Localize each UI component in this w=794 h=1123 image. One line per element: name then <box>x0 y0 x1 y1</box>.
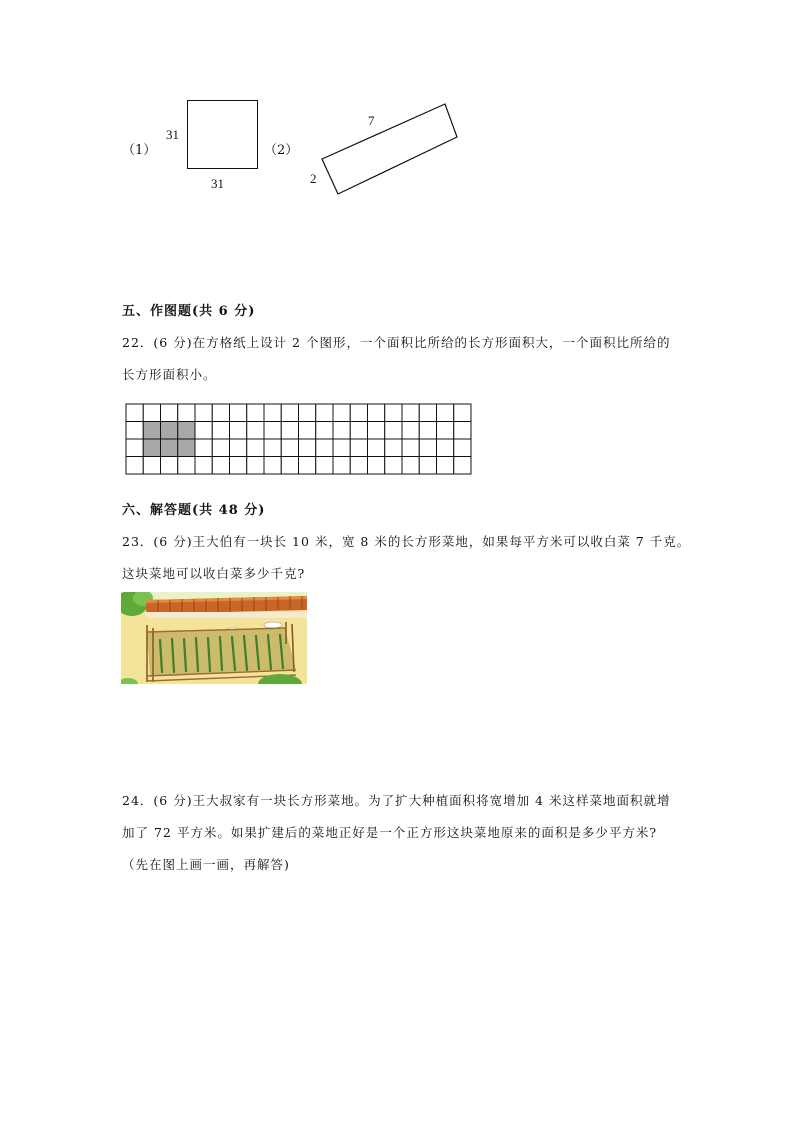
rectangle-width-label: 2 <box>310 171 317 186</box>
section-5-heading: 五、作图题(共 6 分) <box>122 304 256 319</box>
question-22-line-1: 22．(6 分)在方格纸上设计 2 个图形，一个面积比所给的长方形面积大，一个面积比所给的 <box>122 335 671 350</box>
question-24-line-3: （先在图上画一画，再解答) <box>122 857 290 872</box>
question-24-line-1: 24．(6 分)王大叔家有一块长方形菜地。为了扩大种植面积将宽增加 4 米这样菜地面积就增 <box>122 793 671 808</box>
square-side-left-label: 31 <box>166 127 179 142</box>
figure-1-label: （1） <box>122 143 157 158</box>
question-23-line-2: 这块菜地可以收白菜多少千克? <box>122 566 306 581</box>
figure-2-label: （2） <box>264 143 299 158</box>
question-23-line-1: 23．(6 分)王大伯有一块长 10 米，宽 8 米的长方形菜地，如果每平方米可以收白菜 7 千克。 <box>122 534 691 549</box>
question-24-line-2: 加了 72 平方米。如果扩建后的菜地正好是一个正方形这块菜地原来的面积是多少平方米? <box>122 825 658 840</box>
rectangle-length-label: 7 <box>368 113 375 128</box>
question-22-line-2: 长方形面积小。 <box>122 367 217 382</box>
square-side-bottom-label: 31 <box>211 176 224 191</box>
section-6-heading: 六、解答题(共 48 分) <box>122 503 266 518</box>
